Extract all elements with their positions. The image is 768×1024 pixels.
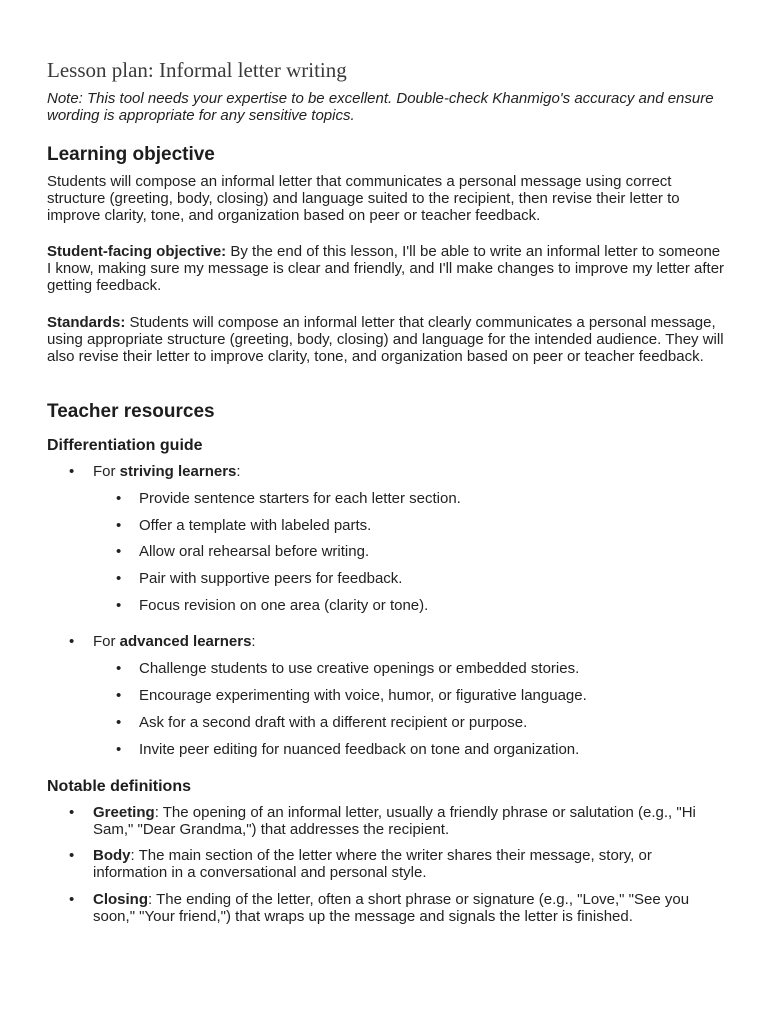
definition-term: Greeting — [93, 804, 155, 821]
student-facing-objective — [47, 243, 727, 294]
notable-definitions-heading: Notable definitions — [47, 778, 191, 795]
bullet-icon: • — [116, 687, 122, 704]
learning-objective-text: Students will compose an informal letter that communicates a personal message using correct structure (greeting, body, closing) and language suited to the recipient, then revise their letter to improve clarity, tone, and organization based on peer or teacher feedback. — [47, 173, 680, 224]
list-item: Allow oral rehearsal before writing. — [139, 543, 370, 560]
list-item: Invite peer editing for nuanced feedback on tone and organization. — [139, 741, 580, 758]
striving-prefix: For — [93, 463, 120, 480]
definition-text: : The ending of the letter, often a short phrase or signature (e.g., "Love," "See you soon," "Your friend,") that wraps up the message and signals the letter is finished. — [93, 891, 690, 925]
bullet-icon: • — [69, 891, 75, 908]
standards-text: Students will compose an informal letter that clearly communicates a personal message, using appropriate structure (greeting, body, closing) and language for the intended audience. They will also revise their letter to improve clarity, tone, and organization based on peer or teacher feedback. — [47, 314, 724, 365]
bullet-icon: • — [116, 490, 122, 507]
bullet-icon: • — [69, 847, 75, 864]
bullet-icon: • — [116, 597, 122, 614]
list-item: Provide sentence starters for each letter section. — [139, 490, 461, 507]
striving-suffix: : — [236, 463, 241, 480]
bullet-icon: • — [116, 660, 122, 677]
bullet-icon: • — [116, 570, 122, 587]
bullet-icon: • — [69, 633, 75, 650]
list-item: Encourage experimenting with voice, humor, or figurative language. — [139, 687, 587, 704]
list-item: Ask for a second draft with a different recipient or purpose. — [139, 714, 528, 731]
standards-paragraph — [47, 314, 727, 365]
bullet-icon: • — [116, 517, 122, 534]
list-item: Offer a template with labeled parts. — [139, 517, 372, 534]
definition-greeting — [93, 804, 723, 838]
page-title: Lesson plan: Informal letter writing — [47, 58, 347, 82]
definition-body — [93, 847, 703, 881]
standards-label: Standards: — [47, 314, 126, 331]
student-facing-label: Student-facing objective: — [47, 243, 227, 260]
advanced-label: advanced learners — [119, 633, 252, 650]
disclaimer-note: Note: This tool needs your expertise to be excellent. Double-check Khanmigo's accuracy and ensure wording is appropriate for any sensitive topics. — [47, 90, 714, 124]
list-item: Focus revision on one area (clarity or tone). — [139, 597, 429, 614]
advanced-suffix: : — [251, 633, 256, 650]
learning-objective-heading: Learning objective — [47, 144, 215, 165]
striving-label: striving learners — [119, 463, 237, 480]
definition-term: Closing — [93, 891, 148, 908]
list-item: Pair with supportive peers for feedback. — [139, 570, 403, 587]
definition-term: Body — [93, 847, 131, 864]
bullet-icon: • — [116, 714, 122, 731]
bullet-icon: • — [69, 463, 75, 480]
list-item: Challenge students to use creative openings or embedded stories. — [139, 660, 580, 677]
striving-learners-item — [93, 463, 241, 480]
advanced-prefix: For — [93, 633, 120, 650]
student-facing-text: By the end of this lesson, I'll be able to write an informal letter to someone I know, making sure my message is clear and friendly, and I'll make changes to improve my letter after getting feedback. — [47, 243, 725, 294]
differentiation-guide-heading: Differentiation guide — [47, 437, 203, 454]
definition-text: : The main section of the letter where the writer shares their message, story, or information in a conversational and personal style. — [93, 847, 652, 881]
definition-text: : The opening of an informal letter, usually a friendly phrase or salutation (e.g., "Hi Sam," "Dear Grandma,") that addresses the recipient. — [93, 804, 696, 838]
bullet-icon: • — [69, 804, 75, 821]
bullet-icon: • — [116, 543, 122, 560]
advanced-learners-item — [93, 633, 256, 650]
teacher-resources-heading: Teacher resources — [47, 401, 215, 422]
bullet-icon: • — [116, 741, 122, 758]
definition-closing — [93, 891, 723, 925]
